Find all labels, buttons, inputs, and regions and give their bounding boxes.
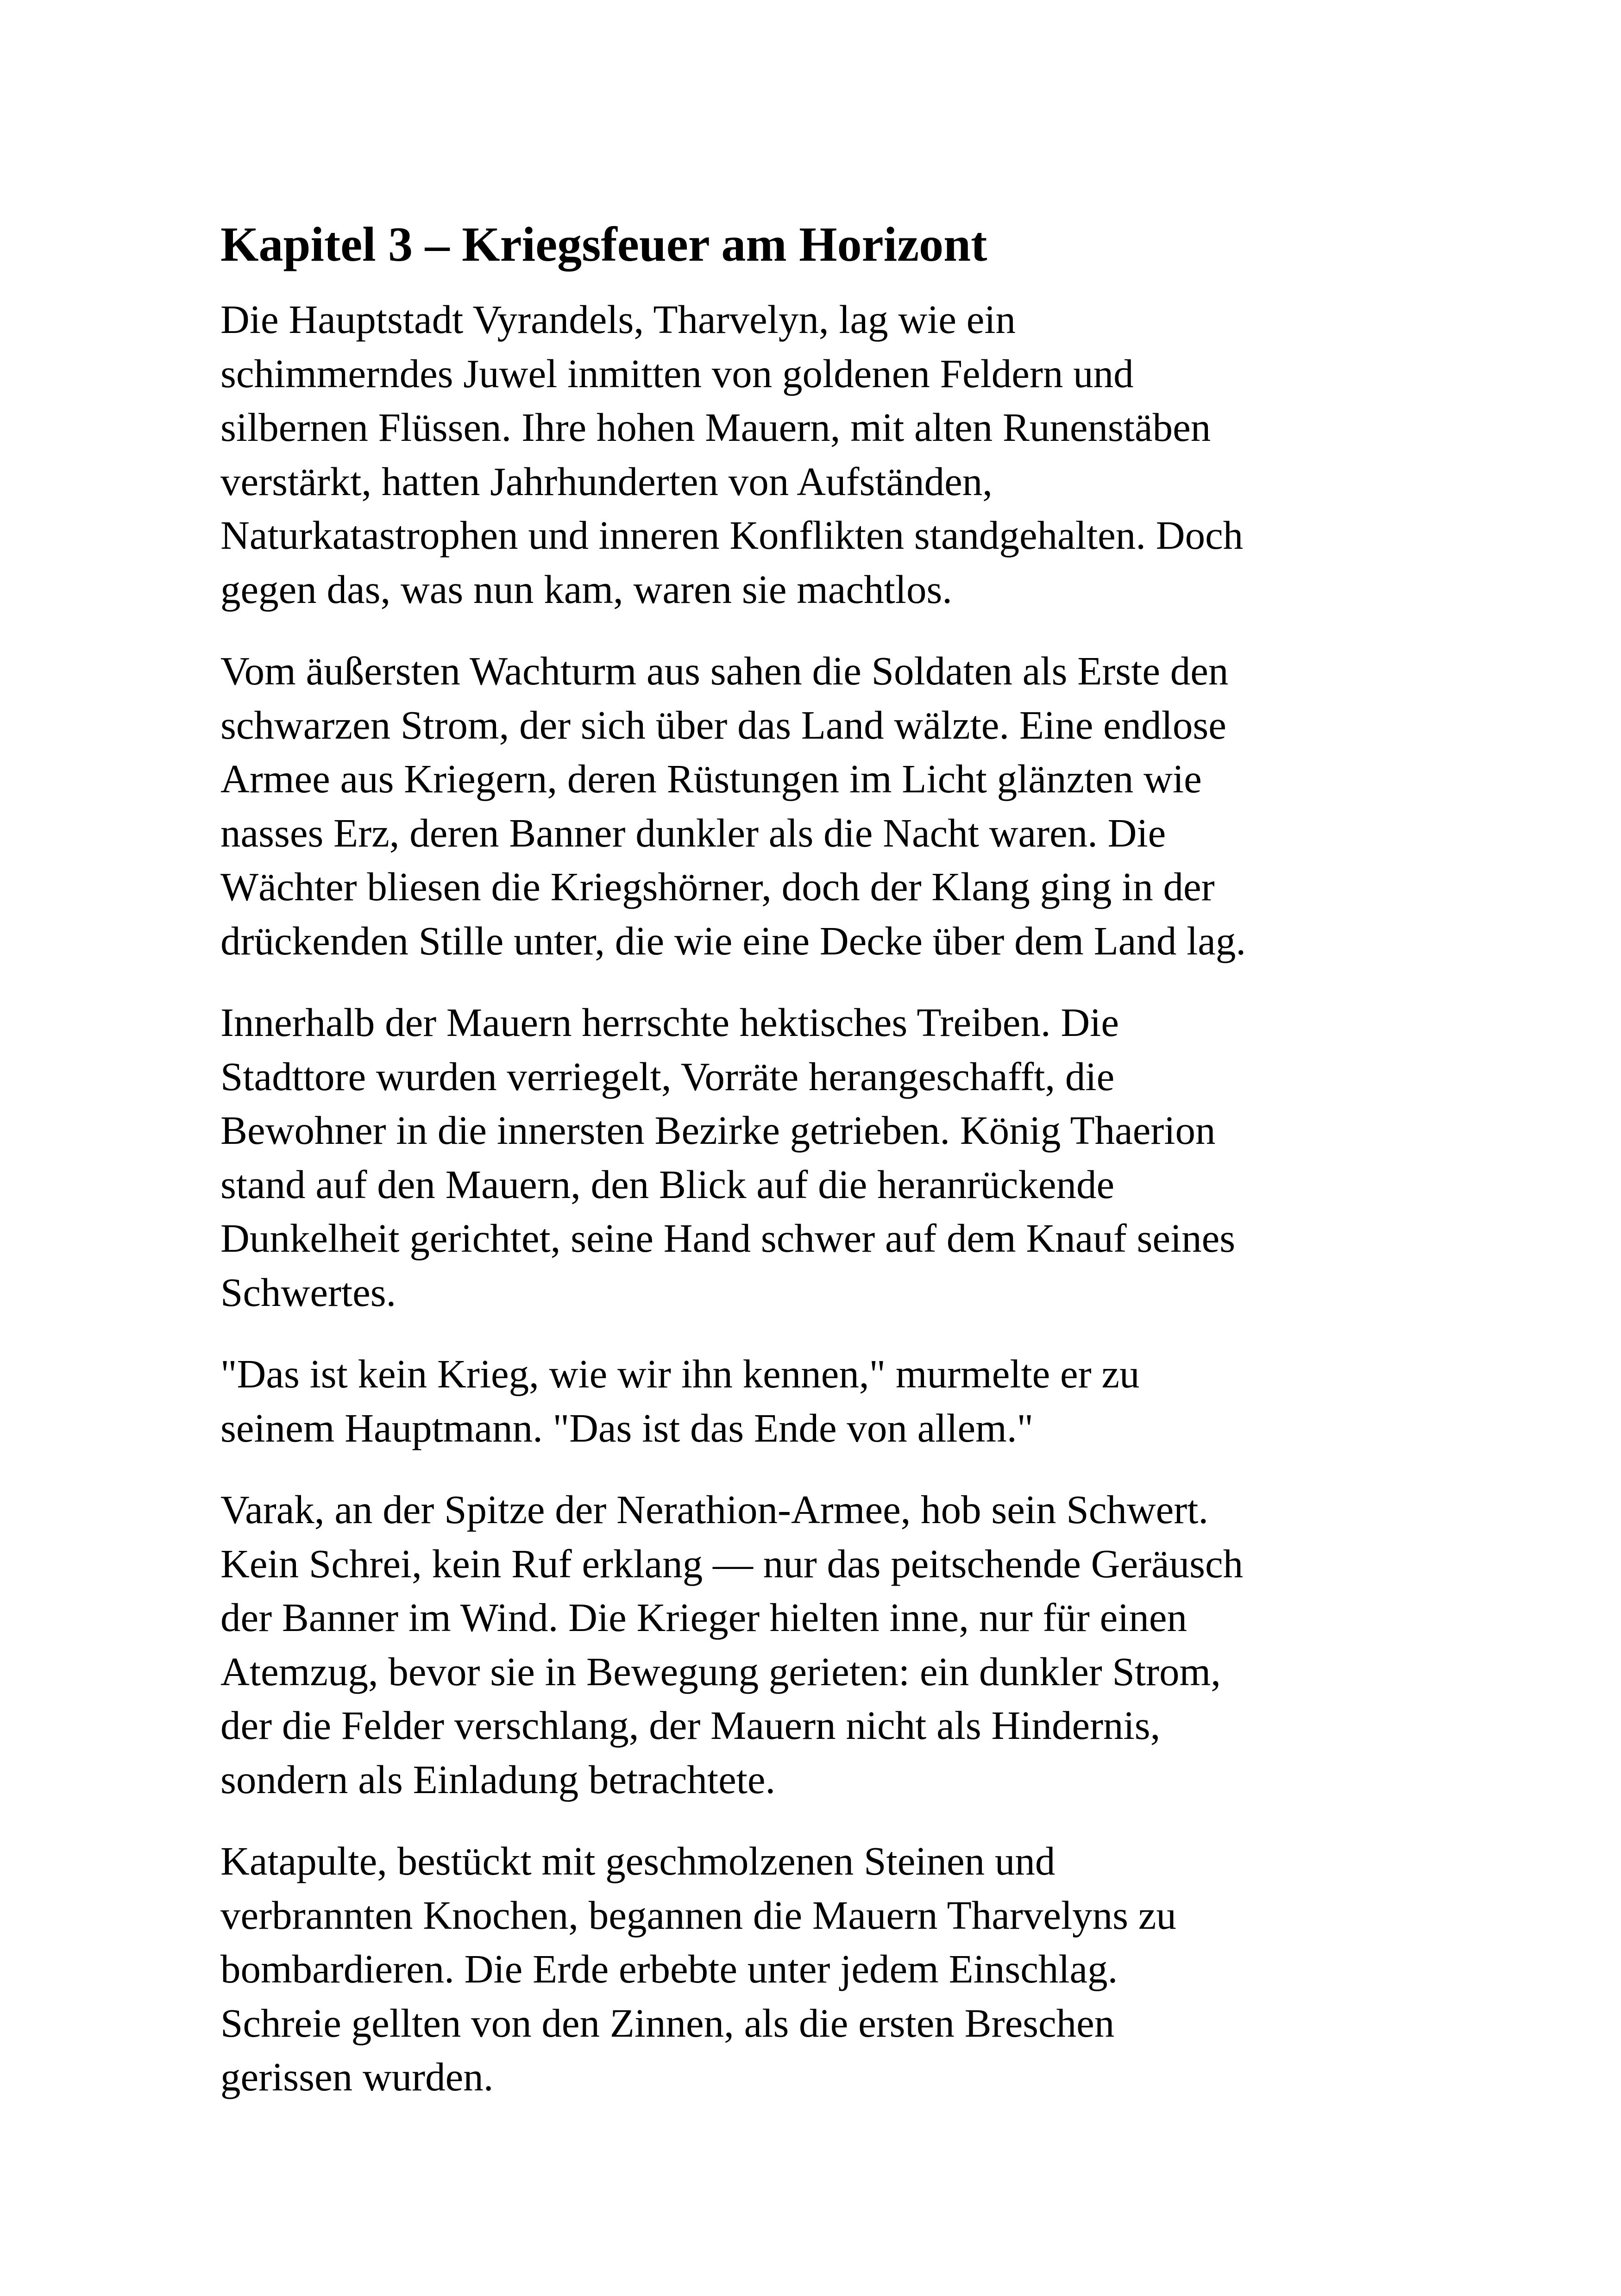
text-line: drückenden Stille unter, die wie eine Decke über dem Land lag. [220,918,1246,963]
text-line: Naturkatastrophen und inneren Konflikten standgehalten. Doch [220,513,1244,558]
text-line: Atemzug, bevor sie in Bewegung gerieten: ein dunkler Strom, [220,1649,1221,1694]
paragraph-6 [220,1834,1452,2104]
chapter-content [220,208,1452,2132]
text-line: "Das ist kein Krieg, wie wir ihn kennen," murmelte er zu [220,1351,1140,1396]
text-line: Bewohner in die innersten Bezirke getrieben. König Thaerion [220,1108,1216,1153]
text-line: Wächter bliesen die Kriegshörner, doch der Klang ging in der [220,864,1215,909]
text-line: Katapulte, bestückt mit geschmolzenen Steinen und [220,1838,1056,1883]
text-line: Innerhalb der Mauern herrschte hektisches Treiben. Die [220,1000,1119,1045]
paragraph-1 [220,293,1452,616]
text-line: verstärkt, hatten Jahrhunderten von Aufständen, [220,458,993,504]
chapter-title: Kapitel 3 – Kriegsfeuer am Horizont [220,217,987,271]
text-line: nasses Erz, deren Banner dunkler als die Nacht waren. Die [220,810,1166,855]
paragraph-2 [220,644,1452,968]
text-line: schwarzen Strom, der sich über das Land wälzte. Eine endlose [220,702,1226,747]
text-line: der Banner im Wind. Die Krieger hielten inne, nur für einen [220,1595,1187,1640]
text-line: silbernen Flüssen. Ihre hohen Mauern, mit alten Runenstäben [220,405,1211,450]
text-line: sondern als Einladung betrachtete. [220,1757,776,1802]
text-line: Schreie gellten von den Zinnen, als die ersten Breschen [220,2000,1115,2045]
paragraph-3 [220,996,1452,1319]
text-line: verbrannten Knochen, begannen die Mauern Tharvelyns zu [220,1892,1176,1938]
text-line: der die Felder verschlang, der Mauern nicht als Hindernis, [220,1703,1161,1748]
paragraph-4 [220,1347,1452,1455]
text-line: gerissen wurden. [220,2054,494,2099]
text-line: Schwertes. [220,1269,396,1315]
text-line: schimmerndes Juwel inmitten von goldenen Feldern und [220,351,1134,396]
text-line: bombardieren. Die Erde erbebte unter jedem Einschlag. [220,1946,1118,1991]
text-line: Die Hauptstadt Vyrandels, Tharvelyn, lag wie ein [220,297,1016,342]
paragraph-5 [220,1483,1452,1807]
text-line: gegen das, was nun kam, waren sie machtlos. [220,566,953,612]
text-line: Stadttore wurden verriegelt, Vorräte herangeschafft, die [220,1054,1115,1099]
text-line: Varak, an der Spitze der Nerathion-Armee, hob sein Schwert. [220,1487,1209,1532]
text-line: seinem Hauptmann. "Das ist das Ende von allem." [220,1405,1034,1450]
text-line: Vom äußersten Wachturm aus sahen die Soldaten als Erste den [220,648,1229,693]
text-line: Dunkelheit gerichtet, seine Hand schwer auf dem Knauf seines [220,1216,1236,1261]
text-line: stand auf den Mauern, den Blick auf die heranrückende [220,1161,1115,1207]
text-line: Armee aus Kriegern, deren Rüstungen im Licht glänzten wie [220,756,1202,801]
text-line: Kein Schrei, kein Ruf erklang — nur das peitschende Geräusch [220,1541,1244,1586]
